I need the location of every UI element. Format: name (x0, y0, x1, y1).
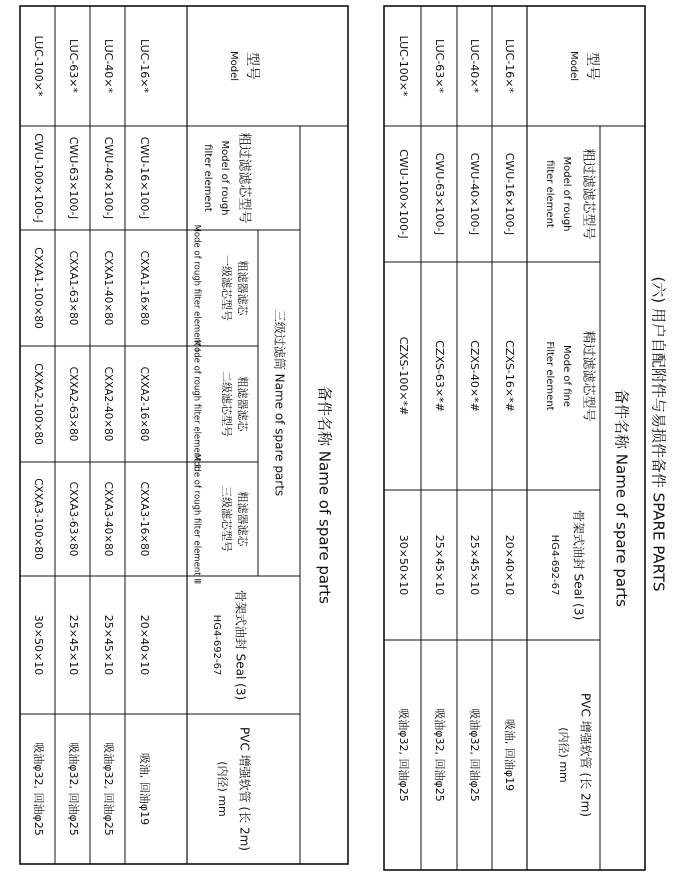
fine-row-model (468, 39, 481, 93)
three-seal-std-text: HG4-692-67 (211, 614, 222, 676)
three-seal-header (234, 590, 249, 700)
fine-row-seal-text: 20×40×10 (503, 534, 516, 596)
three-row-s3-text: CXXA3-16×80 (138, 481, 150, 557)
three-row-hose-text: 吸油, 回油φ19 (138, 752, 151, 826)
fine-row-rough (433, 153, 446, 236)
fine-row-seal (433, 535, 446, 595)
three-spare-header-text: 备件名称 Name of spare parts (315, 386, 334, 604)
three-row-s3-text: CXXA3-63×80 (67, 481, 79, 557)
three-row-model (102, 39, 115, 93)
fine-row-hose (503, 719, 517, 791)
three-s2-header-en (192, 340, 202, 469)
three-row-s2-text: CXXA2-40×80 (102, 366, 114, 442)
three-row-s3 (32, 478, 44, 560)
fine-row-fine (503, 340, 516, 412)
fine-fine-header-en-1-text: Mode of fine (561, 344, 572, 408)
three-model-header-en (228, 51, 239, 81)
three-rough-header-en-1-text: Model of rough (219, 140, 230, 216)
three-row-s2 (102, 367, 114, 442)
fine-row-model (433, 39, 446, 93)
section-title: (六) 用户自配附件与易损件备件 SPARE PARTS (649, 276, 668, 592)
three-model-header (244, 52, 261, 80)
three-row-seal-text: 25×45×10 (67, 614, 80, 676)
fine-fine-header-en-2-text: Filter element (544, 341, 555, 411)
three-row-s1-text: CXXA1-16×80 (138, 250, 150, 326)
three-row-model (138, 39, 151, 93)
three-row-rough (102, 137, 115, 220)
three-row-s3-text: CXXA3-40×80 (102, 481, 114, 557)
table-three-text (32, 36, 334, 851)
three-row-seal (138, 615, 151, 675)
three-row-seal (102, 615, 115, 675)
fine-hose-unit-text: (内径) mm (557, 727, 570, 783)
fine-model-header-en-text: Model (568, 50, 579, 82)
fine-row-seal (468, 535, 481, 595)
fine-row-fine (468, 340, 481, 412)
three-hose-header (238, 727, 252, 851)
fine-row-rough-text: CWU-100×100-J (397, 149, 410, 239)
fine-row-seal (503, 535, 516, 595)
three-row-s1-text: CXXA1-40×80 (102, 250, 114, 326)
three-seal-header-text: 骨架式油封 Seal (3) (233, 589, 248, 701)
three-row-s2-text: CXXA2-63×80 (67, 366, 79, 442)
three-s2-header-2 (220, 371, 234, 437)
three-s2-header-2-text: 二级滤芯型号 (220, 371, 233, 437)
three-row-rough (67, 137, 80, 220)
three-s3-header-en (192, 454, 202, 584)
three-seal-std (211, 615, 222, 676)
three-row-seal (67, 615, 80, 675)
three-row-s1 (102, 251, 114, 326)
fine-row-seal-text: 25×45×10 (433, 534, 446, 596)
fine-seal-std (549, 535, 560, 596)
fine-fine-header-text: 精过滤滤芯型号 (580, 330, 596, 422)
fine-rough-header (581, 148, 597, 239)
fine-seal-header-text: 骨架式油封 Seal (3) (571, 509, 586, 621)
three-row-s2-text: CXXA2-100×80 (32, 363, 44, 445)
three-row-model-text: LUC-16×* (138, 39, 151, 93)
fine-row-fine-text: CZXS-63×*# (433, 340, 446, 412)
fine-row-rough (468, 153, 481, 236)
three-spare-header (316, 386, 334, 604)
fine-row-hose (433, 708, 447, 802)
three-row-s1-text: CXXA1-100×80 (32, 247, 44, 329)
fine-rough-header-text: 粗过滤滤芯型号 (580, 148, 596, 240)
fine-rough-header-en-1-text: Model of rough (561, 156, 572, 232)
three-row-seal-text: 20×40×10 (138, 614, 151, 676)
three-s1-header-2-text: 一级滤芯型号 (220, 255, 233, 321)
three-s3-header-1 (236, 492, 250, 548)
three-s3-header-1-text: 粗滤器滤芯 (236, 491, 249, 547)
fine-spare-header-text: 备件名称 Name of spare parts (612, 389, 631, 607)
fine-rough-header-en-2 (544, 160, 555, 228)
three-hose-unit (216, 761, 230, 817)
fine-row-hose-text: 吸油φ32, 回油φ25 (468, 708, 481, 802)
three-row-rough-text: CWU-40×100-J (102, 136, 115, 220)
three-s3-header-2 (220, 486, 234, 552)
three-row-hose (102, 742, 116, 836)
three-row-s2 (138, 367, 150, 442)
fine-row-hose (397, 708, 411, 802)
three-row-hose (138, 753, 152, 825)
fine-model-header-text: 型号 (584, 52, 600, 80)
fine-rough-header-en-2-text: filter element (544, 160, 555, 228)
fine-row-model-text: LUC-100×* (397, 35, 410, 97)
three-row-s3 (102, 482, 114, 557)
fine-hose-header-text: PVC 增强软管 (长 2m) (578, 693, 593, 817)
three-row-model (32, 36, 45, 97)
fine-row-seal-text: 25×45×10 (468, 534, 481, 596)
three-s3-header-en-text: Mode of rough filter element Ⅲ (191, 453, 202, 585)
fine-row-hose-text: 吸油φ32, 回油φ25 (433, 708, 446, 802)
fine-row-model-text: LUC-40×* (468, 39, 481, 93)
fine-spare-header (613, 389, 631, 607)
fine-hose-header (579, 693, 593, 817)
three-s1-header-2 (220, 255, 234, 321)
three-row-seal-text: 30×50×10 (32, 614, 45, 676)
three-row-seal-text: 25×45×10 (102, 614, 115, 676)
three-row-hose-text: 吸油φ32, 回油φ25 (67, 742, 80, 836)
three-stage-header (273, 310, 288, 496)
section-title-group (650, 276, 668, 591)
fine-model-header-en (568, 51, 579, 81)
three-row-model (67, 39, 80, 93)
three-row-seal (32, 615, 45, 675)
three-row-hose-text: 吸油φ32, 回油φ25 (102, 742, 115, 836)
three-hose-header-text: PVC 增强软管 (长 2m) (237, 727, 252, 851)
three-row-rough (138, 137, 151, 220)
three-rough-header-text: 粗过滤滤芯型号 (236, 132, 252, 224)
fine-seal-std-text: HG4-692-67 (549, 534, 560, 596)
three-row-s1 (67, 251, 79, 326)
fine-row-fine (433, 340, 446, 412)
three-row-model-text: LUC-63×* (67, 39, 80, 93)
fine-row-rough (503, 153, 516, 236)
three-row-hose (32, 742, 46, 836)
three-s2-header-1 (236, 377, 250, 433)
three-row-hose (67, 742, 81, 836)
three-rough-header (237, 132, 253, 223)
three-row-model-text: LUC-40×* (102, 39, 115, 93)
fine-row-seal-text: 30×50×10 (397, 534, 410, 596)
three-row-hose-text: 吸油φ32, 回油φ25 (32, 742, 45, 836)
fine-fine-header (581, 330, 597, 421)
three-row-s3 (67, 482, 79, 557)
fine-fine-header-en-2 (544, 341, 555, 410)
fine-row-model (397, 36, 410, 97)
three-row-rough (32, 133, 45, 223)
fine-row-model-text: LUC-63×* (433, 39, 446, 93)
three-row-rough-text: CWU-63×100-J (67, 136, 80, 220)
three-row-s1 (138, 251, 150, 326)
three-s3-header-2-text: 三级滤芯型号 (220, 486, 233, 552)
fine-row-rough-text: CWU-16×100-J (503, 152, 516, 236)
three-hose-unit-text: (内径) mm (216, 761, 229, 817)
three-s1-header-en-text: Mode of rough filter element Ⅰ (191, 224, 202, 352)
three-s1-header-1-text: 粗滤器滤芯 (236, 260, 249, 316)
fine-row-model-text: LUC-16×* (503, 39, 516, 93)
three-s2-header-1-text: 粗滤器滤芯 (236, 376, 249, 432)
three-row-rough-text: CWU-16×100-J (138, 136, 151, 220)
three-rough-header-en-2 (202, 144, 213, 212)
three-row-s1-text: CXXA1-63×80 (67, 250, 79, 326)
three-row-s2-text: CXXA2-16×80 (138, 366, 150, 442)
three-rough-header-en-2-text: filter element (202, 144, 213, 212)
fine-hose-unit (557, 727, 571, 783)
three-stage-header-text: 三级过滤筒 Name of spare parts (272, 309, 287, 497)
three-s1-header-en (192, 225, 202, 352)
three-row-s2 (67, 367, 79, 442)
three-s2-header-en-text: Mode of rough filter element Ⅱ (191, 339, 202, 469)
three-rough-header-en-1 (219, 140, 230, 215)
fine-row-fine-text: CZXS-40×*# (468, 340, 481, 412)
fine-row-rough-text: CWU-63×100-J (433, 152, 446, 236)
fine-row-rough-text: CWU-40×100-J (468, 152, 481, 236)
fine-row-hose-text: 吸油, 回油φ19 (503, 718, 516, 792)
fine-row-model (503, 39, 516, 93)
fine-fine-header-en-1 (561, 345, 572, 407)
fine-row-fine-text: CZXS-100×*# (397, 336, 410, 416)
three-model-header-text: 型号 (244, 52, 260, 80)
three-row-s2 (32, 363, 44, 445)
three-model-header-en-text: Model (228, 50, 239, 82)
fine-row-hose (468, 708, 482, 802)
fine-row-hose-text: 吸油φ32, 回油φ25 (397, 708, 410, 802)
three-row-s1 (32, 247, 44, 329)
three-row-model-text: LUC-100×* (32, 35, 45, 97)
fine-model-header (584, 52, 601, 80)
fine-row-fine-text: CZXS-16×*# (503, 340, 516, 412)
fine-rough-header-en-1 (561, 156, 572, 231)
three-row-s3-text: CXXA3-100×80 (32, 478, 44, 560)
fine-row-fine (397, 337, 410, 416)
three-row-s3 (138, 482, 150, 557)
three-s1-header-1 (236, 261, 250, 317)
fine-row-seal (397, 535, 410, 595)
fine-seal-header (572, 510, 587, 620)
table-fine-text (397, 36, 631, 817)
three-row-rough-text: CWU-100×100-J (32, 133, 45, 223)
fine-row-rough (397, 149, 410, 239)
